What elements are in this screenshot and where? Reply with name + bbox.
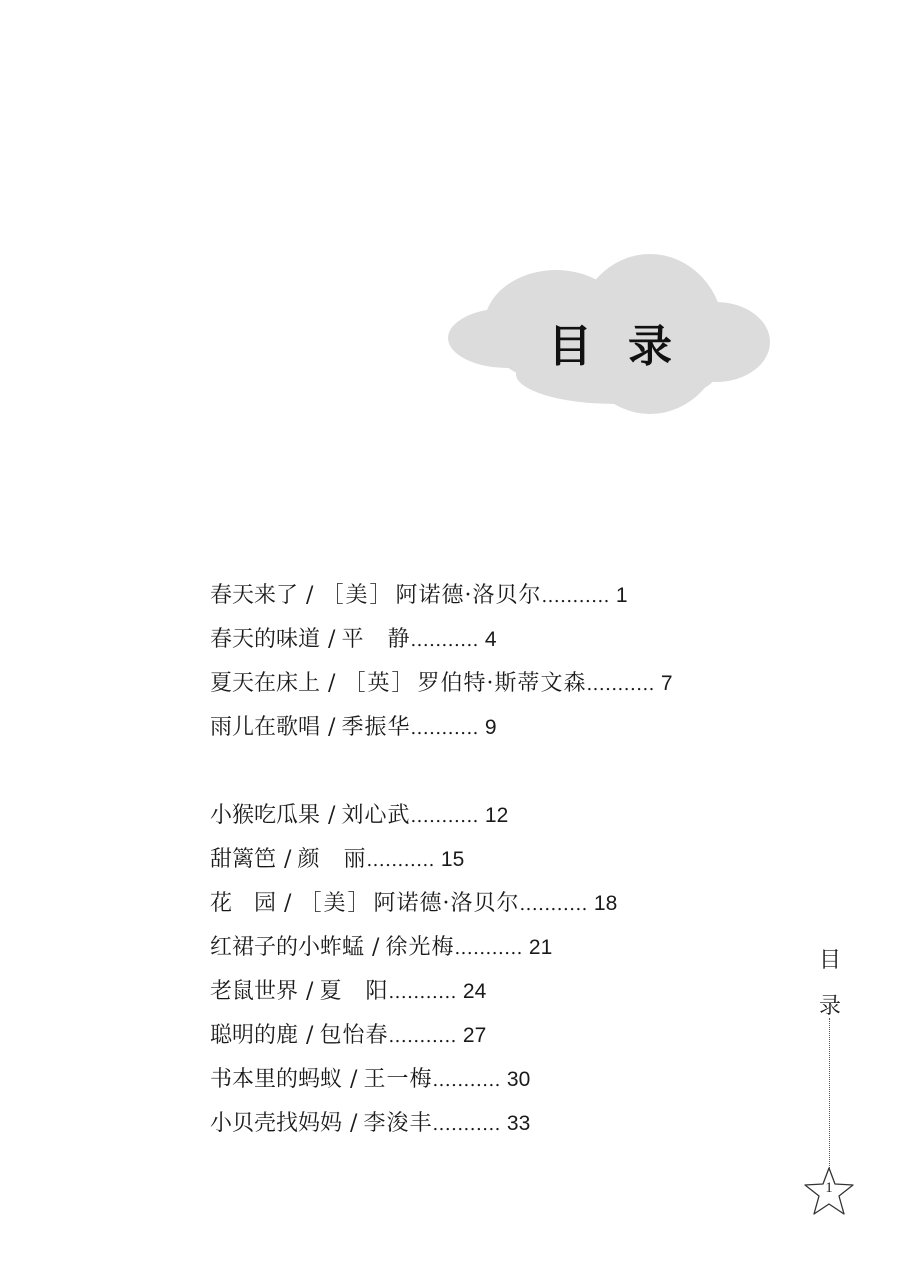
side-section-marker <box>818 938 842 1030</box>
entry-separator: / <box>372 935 380 960</box>
toc-entry[interactable] <box>210 710 770 754</box>
dot-leader: ........... <box>541 586 610 607</box>
entry-title: 书本里的蚂蚁 <box>210 1067 343 1092</box>
entry-separator: / <box>328 627 336 652</box>
entry-author: 平 静 <box>341 627 411 652</box>
entry-title: 小猴吃瓜果 <box>210 803 321 828</box>
dot-leader: ........... <box>586 674 655 695</box>
entry-author: 李浚丰 <box>363 1111 433 1136</box>
dot-leader: ........... <box>454 938 523 959</box>
entry-separator: / <box>328 671 336 696</box>
entry-page-number: 27 <box>462 1024 487 1047</box>
entry-separator: / <box>350 1067 358 1092</box>
entry-nationality-tag: ［美］ <box>299 891 372 916</box>
entry-separator: / <box>306 583 314 608</box>
dot-leader: ........... <box>432 1114 501 1135</box>
page-number: 1 <box>825 1180 833 1196</box>
dot-leader: ........... <box>366 850 435 871</box>
entry-author: 罗伯特·斯蒂文森 <box>417 671 587 696</box>
dot-leader: ........... <box>519 894 588 915</box>
toc-entry[interactable] <box>210 842 770 886</box>
entry-separator: / <box>306 1023 314 1048</box>
toc-entry[interactable] <box>210 974 770 1018</box>
entry-author: 颜 丽 <box>297 847 367 872</box>
toc-entry[interactable] <box>210 578 770 622</box>
toc-entry[interactable] <box>210 886 770 930</box>
dot-leader: ........... <box>388 1026 457 1047</box>
page-number-badge <box>802 1164 856 1218</box>
entry-title: 夏天在床上 <box>210 671 321 696</box>
dot-leader: ........... <box>410 806 479 827</box>
toc-entry[interactable] <box>210 1062 770 1106</box>
entry-separator: / <box>284 891 292 916</box>
entry-author: 包怡春 <box>319 1023 389 1048</box>
toc-entry[interactable] <box>210 798 770 842</box>
entry-author: 季振华 <box>341 715 411 740</box>
toc-entry[interactable] <box>210 1018 770 1062</box>
entry-title: 雨儿在歌唱 <box>210 715 321 740</box>
entry-page-number: 7 <box>660 672 673 695</box>
entry-separator: / <box>306 979 314 1004</box>
table-of-contents <box>210 578 770 1150</box>
entry-separator: / <box>284 847 292 872</box>
toc-group <box>210 798 770 1150</box>
toc-entry[interactable] <box>210 622 770 666</box>
entry-title: 春天的味道 <box>210 627 321 652</box>
toc-group <box>210 578 770 754</box>
entry-page-number: 33 <box>506 1112 531 1135</box>
page-title: 目录 <box>548 321 708 372</box>
dotted-divider <box>829 1018 830 1170</box>
entry-author: 阿诺德·洛贝尔 <box>395 583 542 608</box>
entry-separator: / <box>328 715 336 740</box>
side-marker-char-1: 目 <box>818 948 841 973</box>
entry-title: 甜篱笆 <box>210 847 277 872</box>
entry-separator: / <box>328 803 336 828</box>
entry-title: 小贝壳找妈妈 <box>210 1111 343 1136</box>
entry-title: 老鼠世界 <box>210 979 299 1004</box>
entry-page-number: 4 <box>484 628 497 651</box>
dot-leader: ........... <box>410 718 479 739</box>
entry-page-number: 24 <box>462 980 487 1003</box>
toc-entry[interactable] <box>210 930 770 974</box>
entry-author: 徐光梅 <box>385 935 455 960</box>
dot-leader: ........... <box>432 1070 501 1091</box>
entry-title: 花 园 <box>210 891 277 916</box>
entry-author: 阿诺德·洛贝尔 <box>373 891 520 916</box>
side-marker-char-2: 录 <box>818 994 841 1019</box>
entry-page-number: 1 <box>615 584 628 607</box>
entry-title: 红裙子的小蚱蜢 <box>210 935 365 960</box>
entry-page-number: 15 <box>440 848 465 871</box>
dot-leader: ........... <box>388 982 457 1003</box>
toc-entry[interactable] <box>210 666 770 710</box>
entry-author: 王一梅 <box>363 1067 433 1092</box>
entry-page-number: 21 <box>528 936 553 959</box>
dot-leader: ........... <box>410 630 479 651</box>
entry-author: 刘心武 <box>341 803 411 828</box>
entry-nationality-tag: ［英］ <box>343 671 416 696</box>
entry-page-number: 30 <box>506 1068 531 1091</box>
entry-nationality-tag: ［美］ <box>321 583 394 608</box>
entry-page-number: 9 <box>484 716 497 739</box>
entry-title: 春天来了 <box>210 583 299 608</box>
entry-page-number: 18 <box>593 892 618 915</box>
entry-separator: / <box>350 1111 358 1136</box>
entry-page-number: 12 <box>484 804 509 827</box>
toc-entry[interactable] <box>210 1106 770 1150</box>
entry-title: 聪明的鹿 <box>210 1023 299 1048</box>
entry-author: 夏 阳 <box>319 979 389 1004</box>
